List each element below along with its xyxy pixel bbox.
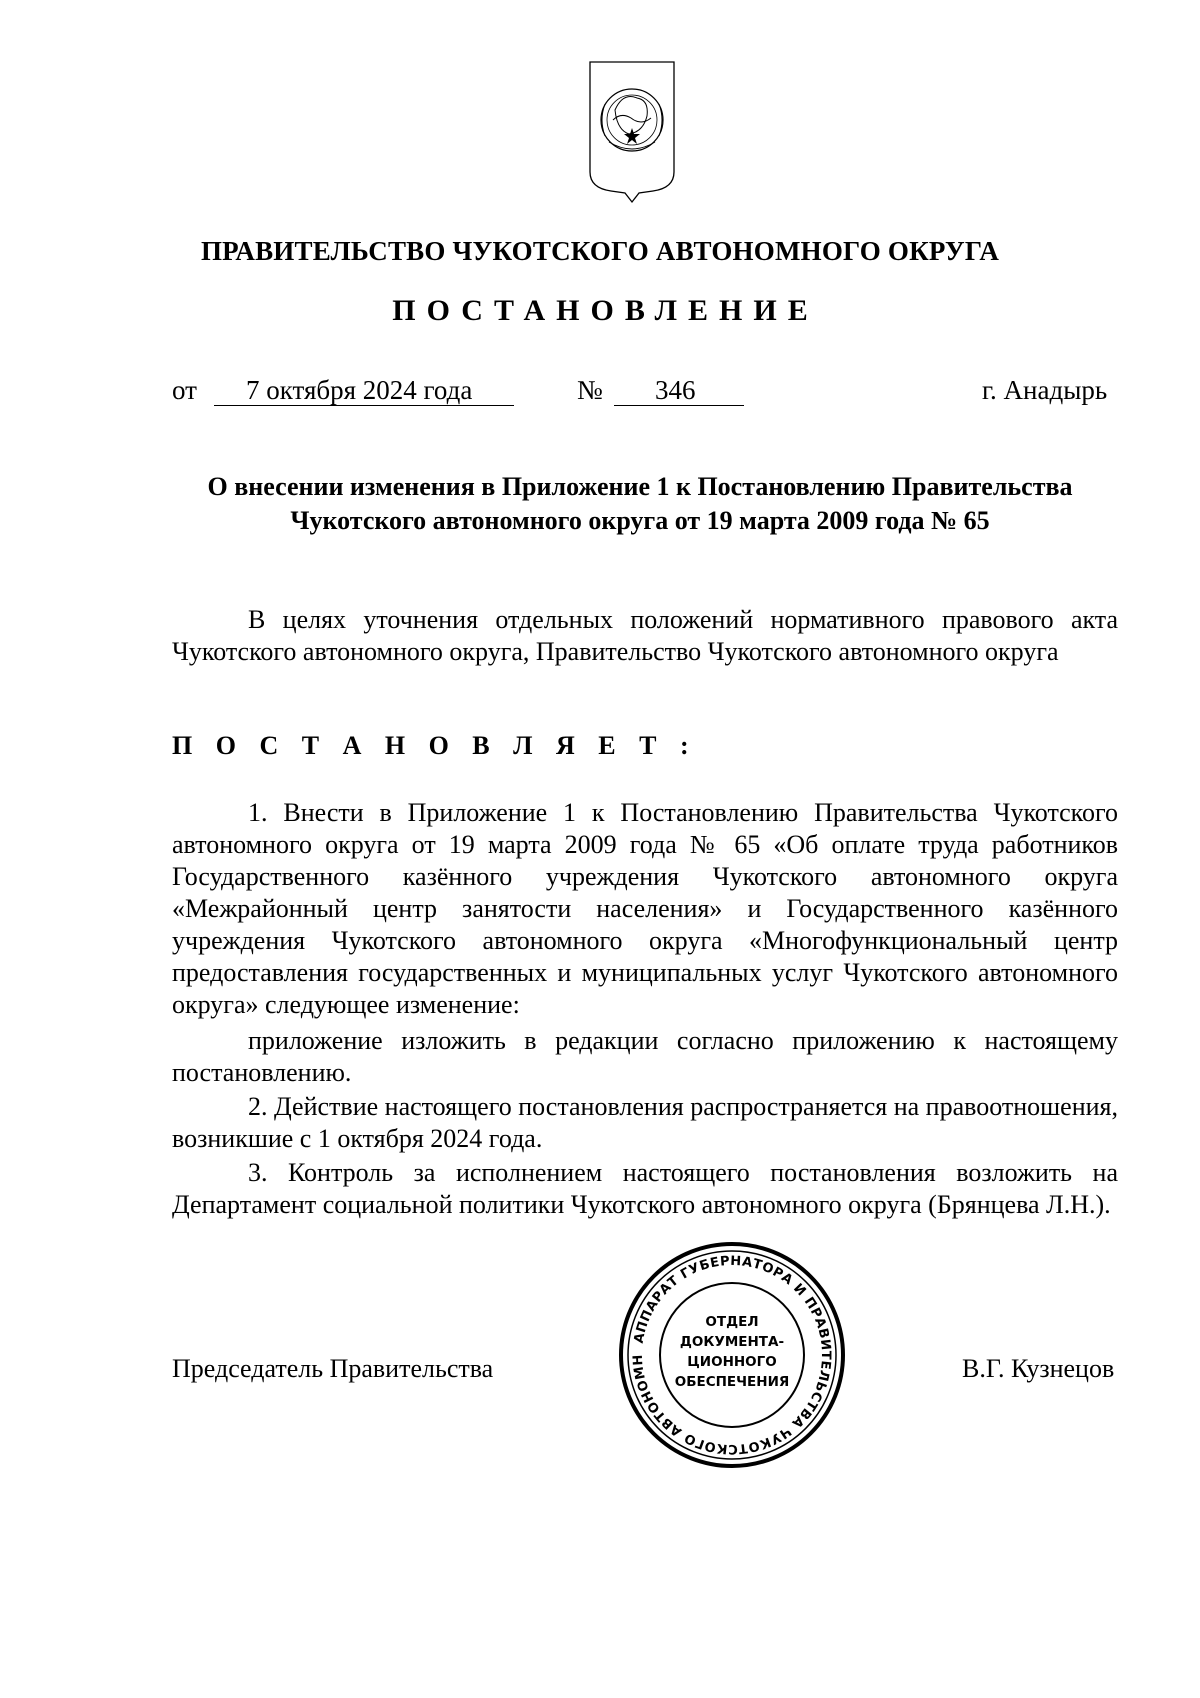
city: г. Анадырь bbox=[982, 375, 1108, 405]
stamp-line-1: ОТДЕЛ bbox=[705, 1314, 759, 1330]
stamp-line-3: ЦИОННОГО bbox=[687, 1354, 777, 1370]
document-subject bbox=[160, 470, 1120, 538]
number-sign: № bbox=[577, 375, 603, 405]
organization-title: ПРАВИТЕЛЬСТВО ЧУКОТСКОГО АВТОНОМНОГО ОКРУГА bbox=[200, 236, 1000, 266]
item-1-paragraph bbox=[172, 797, 1118, 1021]
document-meta-row bbox=[0, 375, 1200, 415]
date-prefix: от bbox=[172, 375, 197, 405]
stamp-center-text bbox=[617, 1312, 847, 1392]
stamp-line-4: ОБЕСПЕЧЕНИЯ bbox=[674, 1374, 790, 1390]
signatory-position: Председатель Правительства bbox=[172, 1354, 494, 1383]
official-stamp bbox=[617, 1240, 847, 1470]
document-type-title: ПОСТАНОВЛЕНИЕ bbox=[392, 294, 819, 327]
document-number: 346 bbox=[655, 375, 696, 405]
stamp-ring-text: АППАРАТ ГУБЕРНАТОРА И ПРАВИТЕЛЬСТВА ЧУКОТСКОГО АВТОНОМН bbox=[630, 1253, 834, 1457]
item-2-text: 2. Действие настоящего постановления распространяется на правоотношения, возникшие с 1 октября 2024 года. bbox=[172, 1092, 1118, 1153]
item-1-sub-text: приложение изложить в редакции согласно приложению к настоящему постановлению. bbox=[172, 1026, 1118, 1087]
item-1-text: 1. Внести в Приложение 1 к Постановлению Правительства Чукотского автономного округа от 19 марта 2009 года № 65 «Об оплате труда работников Государственного казённого учреждения Чукотского автономного округа «Межрайонный центр занятости населения» и Государственного казённого учреждения Чукотского автономного округа «Многофункциональный центр предоставления государственных и муниципальных услуг Чукотского автономного округа» следующее изменение: bbox=[172, 798, 1118, 1019]
preamble-text: В целях уточнения отдельных положений нормативного правового акта Чукотского автономного округа, Правительство Чукотского автономного округа bbox=[172, 605, 1118, 666]
resolves-heading: П О С Т А Н О В Л Я Е Т : bbox=[172, 731, 698, 760]
item-1-sub-paragraph bbox=[172, 1025, 1118, 1089]
preamble-paragraph bbox=[172, 604, 1118, 668]
item-3-paragraph bbox=[172, 1157, 1118, 1221]
document-date: 7 октября 2024 года bbox=[246, 375, 473, 405]
subject-line-2: Чукотского автономного округа от 19 марта 2009 года № 65 bbox=[290, 506, 990, 535]
coat-of-arms-emblem bbox=[587, 60, 677, 210]
item-2-paragraph bbox=[172, 1091, 1118, 1155]
stamp-line-2: ДОКУМЕНТА- bbox=[679, 1334, 785, 1350]
subject-line-1: О внесении изменения в Приложение 1 к Постановлению Правительства bbox=[207, 472, 1073, 501]
item-3-text: 3. Контроль за исполнением настоящего постановления возложить на Департамент социальной политики Чукотского автономного округа (Брянцева Л.Н.). bbox=[172, 1158, 1118, 1219]
signatory-name: В.Г. Кузнецов bbox=[962, 1354, 1115, 1383]
